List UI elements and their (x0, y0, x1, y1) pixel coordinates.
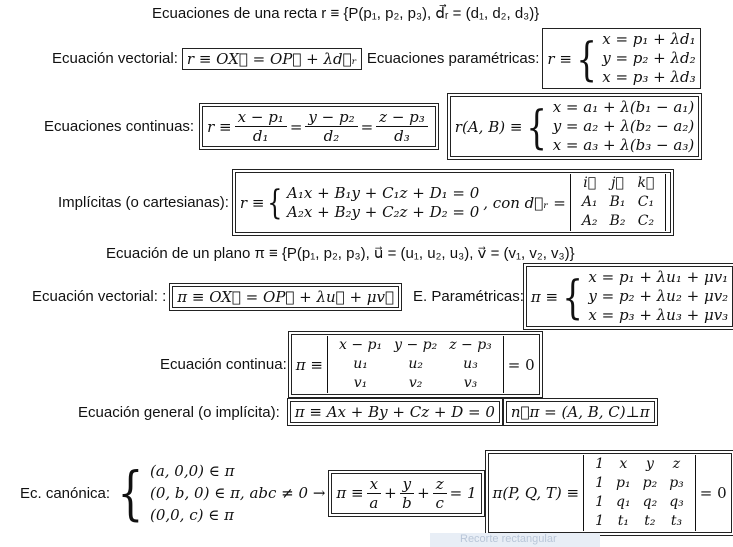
line-continuous-label: Ecuaciones continuas: (44, 118, 195, 135)
plane-canonical-eq: π ≡ $\frac{x}{a}$ + $\frac{y}{b}$ + $\frac{z}{c}$ = 1 (331, 473, 481, 514)
plane-general-label: Ecuación general (o implícita): (78, 403, 280, 421)
plane-parametric-box: π ≡ { x = p₁ + λu₁ + μv₁ y = p₂ + λu₂ + μv₂ x = p₃ + λu₃ + μv₃ (526, 266, 733, 327)
plane-continuous-label: Ecuación continua: (160, 356, 287, 373)
plane-continuous-box: π ≡ x − p₁ y − p₂ z − p₃ u₁ u₂ u₃ v₁ v₂ v₃ = 0 (291, 334, 540, 395)
line-direction-determinant: i⃗ j⃗ k⃗ A₁ B₁ C₁ A₂ B₂ C₂ (570, 174, 667, 231)
plane-continuous-row (160, 334, 540, 395)
plane-parametric-label: E. Paramétricas: (413, 288, 524, 305)
plane-threepoint-box: π(P, Q, T) ≡ 1 x y z 1 p₁ p₂ p₃ 1 q₁ q₂ q₃ 1 t₁ t₂ t₃ = 0 (488, 453, 732, 533)
line-twopoint-box: r(A, B) ≡ { x = a₁ + λ(b₁ − a₁) y = a₂ + λ(b₂ − a₂) x = a₃ + λ(b₃ − a₃) (450, 96, 699, 157)
line-vectorial-row (52, 28, 701, 89)
plane-general-eq: π ≡ Ax + By + Cz + D = 0 (290, 401, 500, 423)
plane-vectorial-row (32, 266, 733, 327)
line-implicit-row (58, 172, 671, 233)
line-parametric-label: Ecuaciones paramétricas: (366, 50, 540, 67)
plane-canonical-label: Ec. canónica: (20, 484, 111, 502)
plane-vectorial-eq: π ≡ OX⃗ = OP⃗ + λu⃗ + μv⃗ (172, 286, 399, 308)
line-implicit-label: Implícitas (o cartesianas): (58, 194, 229, 211)
plane-vectorial-label: Ecuación vectorial: : (32, 288, 167, 305)
plane-threepoint-determinant: 1 x y z 1 p₁ p₂ p₃ 1 q₁ q₂ q₃ 1 t₁ t₂ t₃ (583, 455, 696, 531)
line-continuous-eq: r ≡ $\frac{\text{x − p₁}}{\text{d₁}}$ = $\frac{\text{y − p₂}}{\text{d₂}}$ = $\frac{\text{z − p₃}}{\text{d₃}}$ (202, 106, 436, 147)
plane-general-row (78, 401, 655, 423)
line-vectorial-eq: r ≡ OX⃗ = OP⃗ + λd⃗ᵣ (182, 48, 362, 70)
line-continuous-row (44, 96, 699, 157)
watermark: Recorte rectangular (430, 533, 600, 547)
line-title: Ecuaciones de una recta r ≡ {P(p₁, p₂, p₃), d⃗ᵣ = (d₁, d₂, d₃)} (152, 5, 540, 22)
line-parametric-box: r ≡ { x = p₁ + λd₁ y = p₂ + λd₂ x = p₃ + λd₃ (542, 28, 700, 89)
plane-normal-eq: n⃗π = (A, B, C)⊥π (506, 401, 655, 423)
plane-canonical-points: { (a, 0,0) ∈ π (0, b, 0) ∈ π, abc ≠ 0 → (0,0, c) ∈ π (117, 459, 326, 527)
line-vectorial-label: Ecuación vectorial: (52, 50, 178, 67)
plane-canonical-row (20, 453, 732, 533)
line-implicit-box: r ≡ { A₁x + B₁y + C₁z + D₁ = 0 A₂x + B₂y + C₂z + D₂ = 0 , con d⃗ᵣ = i⃗ j⃗ k⃗ A₁ B₁ C₁ A₂ B₂ C₂ (235, 172, 671, 233)
plane-continuous-determinant: x − p₁ y − p₂ z − p₃ u₁ u₂ u₃ v₁ v₂ v₃ (327, 336, 504, 393)
plane-title: Ecuación de un plano π ≡ {P(p₁, p₂, p₃), u⃗ = (u₁, u₂, u₃), v⃗ = (v₁, v₂, v₃)} (106, 245, 575, 262)
